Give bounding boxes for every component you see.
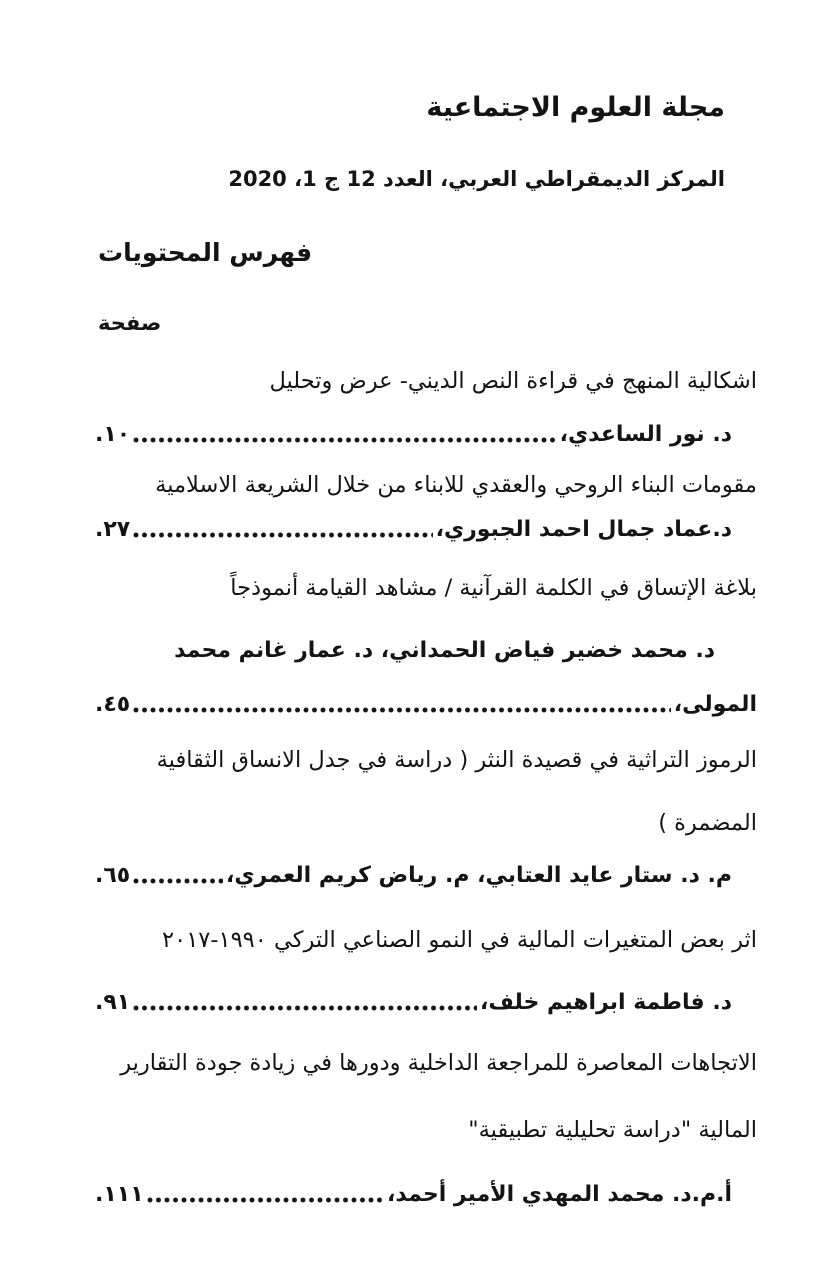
- toc-entry-4-author-row: [95, 861, 732, 891]
- toc-heading: فهرس المحتويات: [98, 238, 313, 267]
- dots-leader: [147, 1192, 384, 1204]
- toc-entry-1-title: اشكالية المنهج في قراءة النص الديني- عرض وتحليل: [269, 368, 757, 394]
- toc-entry-4-authors: م. د. ستار عايد العتابي، م. رياض كريم العمري،: [226, 863, 732, 888]
- toc-entry-2-author-row: [95, 515, 732, 545]
- toc-entry-6-title-line1: الاتجاهات المعاصرة للمراجعة الداخلية ودورها في زيادة جودة التقارير: [120, 1050, 757, 1076]
- dots-leader: [133, 873, 223, 885]
- toc-entry-2-authors: د.عماد جمال احمد الجبوري،: [435, 517, 732, 542]
- dots-leader: [133, 527, 432, 539]
- toc-entry-5-authors: د. فاطمة ابراهيم خلف،: [479, 990, 732, 1015]
- toc-entry-3-page-number: ٤٥.: [95, 692, 131, 717]
- toc-entry-5-author-row: [95, 988, 732, 1018]
- toc-entry-1-authors: د. نور الساعدي،: [559, 422, 732, 447]
- page-column-heading: صفحة: [98, 311, 162, 335]
- toc-entry-6-authors: أ.م.د. محمد المهدي الأمير أحمد،: [387, 1182, 732, 1207]
- dots-leader: [133, 702, 671, 714]
- dots-leader: [133, 432, 556, 444]
- toc-entry-3-title: بلاغة الإتساق في الكلمة القرآنية / مشاهد القيامة أنموذجاً: [230, 575, 757, 601]
- toc-entry-5-title: اثر بعض المتغيرات المالية في النمو الصناعي التركي ١٩٩٠-٢٠١٧: [162, 927, 757, 953]
- toc-entry-4-title-line1: الرموز التراثية في قصيدة النثر ( دراسة في جدل الانساق الثقافية: [156, 747, 757, 773]
- toc-entry-3-authors-line2: المولى،: [673, 692, 757, 717]
- journal-title: مجلة العلوم الاجتماعية: [426, 92, 725, 123]
- toc-entry-4-title-line2: المضمرة ): [658, 810, 757, 836]
- toc-entry-2-page-number: ٢٧.: [95, 517, 131, 542]
- toc-entry-1-page-number: ١٠.: [95, 422, 131, 447]
- toc-entry-3-author-row: [95, 690, 757, 720]
- toc-entry-1-author-row: [95, 420, 732, 450]
- toc-entry-6-title-line2: المالية "دراسة تحليلية تطبيقية": [468, 1117, 757, 1143]
- toc-entry-2-title: مقومات البناء الروحي والعقدي للابناء من خلال الشريعة الاسلامية: [155, 472, 757, 498]
- dots-leader: [133, 1000, 477, 1012]
- toc-entry-3-authors-line1: د. محمد خضير فياض الحمداني، د. عمار غانم محمد: [174, 638, 715, 663]
- issue-publisher-line: المركز الديمقراطي العربي، العدد 12 ج 1، 2020: [228, 167, 725, 191]
- toc-entry-5-page-number: ٩١.: [95, 990, 131, 1015]
- toc-entry-6-page-number: ١١١.: [95, 1182, 144, 1207]
- toc-entry-6-author-row: [95, 1180, 732, 1210]
- toc-entry-4-page-number: ٦٥.: [95, 863, 131, 888]
